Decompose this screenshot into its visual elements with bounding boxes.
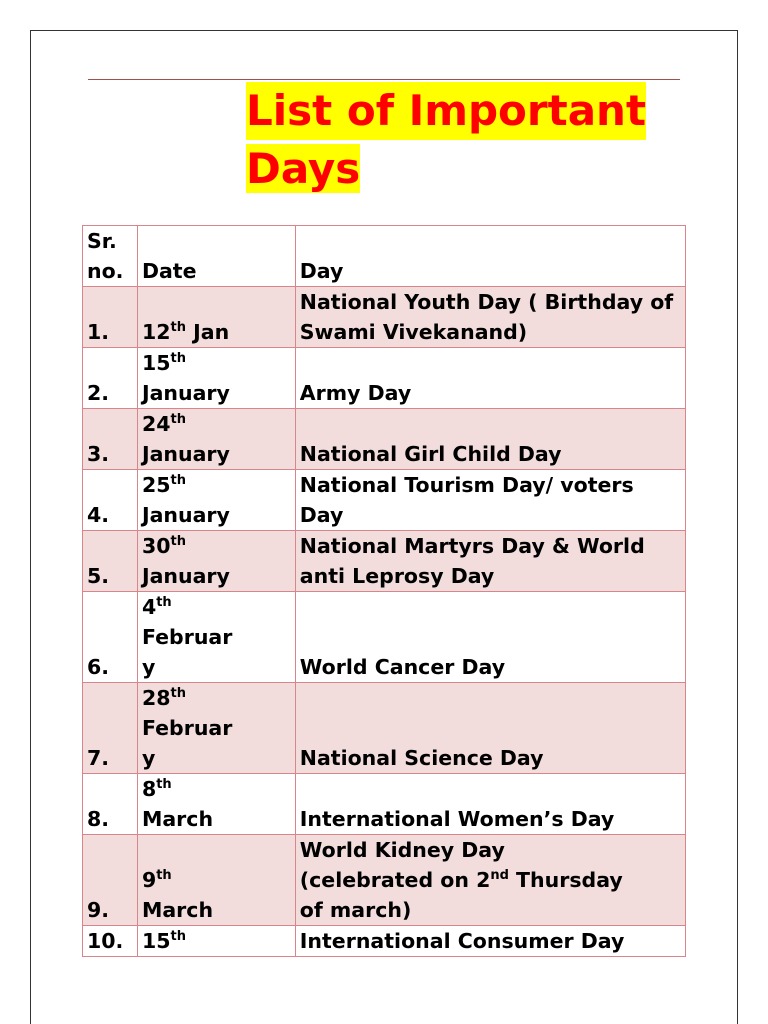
title-line-1: List of Important	[246, 82, 646, 140]
title-line-2: Days	[246, 144, 361, 193]
date-num: 15	[141, 351, 171, 375]
table-row	[83, 774, 686, 835]
date-cell	[137, 835, 295, 926]
date-suffix: th	[170, 534, 186, 549]
date-text: March	[141, 807, 214, 831]
day-cell: National Tourism Day/ voters Day	[295, 470, 685, 531]
table-row	[83, 683, 686, 774]
sr-cell: 7.	[83, 683, 138, 774]
header-rule	[88, 79, 680, 80]
date-suffix: th	[170, 320, 186, 335]
date-suffix: th	[170, 686, 186, 701]
day-cell: International Women’s Day	[295, 774, 685, 835]
date-text: January	[141, 442, 230, 466]
sr-cell: 2.	[83, 348, 138, 409]
sr-cell: 4.	[83, 470, 138, 531]
header-day: Day	[295, 226, 685, 287]
date-text: January	[141, 503, 230, 527]
date-suffix: th	[156, 868, 172, 883]
day-suffix: nd	[490, 868, 509, 883]
date-num: 8	[141, 777, 157, 801]
sr-cell: 1.	[83, 287, 138, 348]
day-line-3: of march)	[299, 898, 412, 922]
date-suffix: th	[170, 473, 186, 488]
table-row	[83, 409, 686, 470]
day-cell: International Consumer Day	[295, 926, 685, 957]
date-num: 30	[141, 534, 171, 558]
date-text: March	[141, 898, 214, 922]
date-num: 24	[141, 412, 171, 436]
table-row	[83, 470, 686, 531]
date-text: Februar y	[141, 625, 233, 679]
sr-cell: 9.	[83, 835, 138, 926]
table-row	[83, 835, 686, 926]
date-text: Februar y	[141, 716, 233, 770]
date-text: January	[141, 564, 230, 588]
day-cell	[295, 835, 685, 926]
date-num: 4	[141, 595, 157, 619]
header-date: Date	[137, 226, 295, 287]
day-cell: National Youth Day ( Birthday of Swami Vivekanand)	[295, 287, 685, 348]
table-header-row	[83, 226, 686, 287]
day-cell: World Cancer Day	[295, 592, 685, 683]
date-num: 15	[141, 929, 171, 953]
date-cell	[137, 683, 295, 774]
date-cell	[137, 592, 295, 683]
important-days-table	[82, 225, 686, 957]
date-cell	[137, 531, 295, 592]
day-line-2b: Thursday	[508, 868, 623, 892]
date-text: January	[141, 381, 230, 405]
table-row	[83, 531, 686, 592]
table-row	[83, 592, 686, 683]
date-suffix: th	[156, 595, 172, 610]
date-suffix: th	[170, 351, 186, 366]
day-cell: National Science Day	[295, 683, 685, 774]
table-row	[83, 926, 686, 957]
sr-cell: 3.	[83, 409, 138, 470]
day-cell: Army Day	[295, 348, 685, 409]
date-suffix: th	[156, 777, 172, 792]
day-cell: National Martyrs Day & World anti Leprosy Day	[295, 531, 685, 592]
date-num: 28	[141, 686, 171, 710]
date-num: 12	[141, 320, 171, 344]
date-suffix: th	[170, 412, 186, 427]
date-cell	[137, 926, 295, 957]
table-row	[83, 348, 686, 409]
date-num: 25	[141, 473, 171, 497]
date-suffix: th	[170, 929, 186, 944]
day-cell: National Girl Child Day	[295, 409, 685, 470]
date-cell	[137, 774, 295, 835]
date-cell	[137, 409, 295, 470]
sr-cell: 10.	[83, 926, 138, 957]
date-text: Jan	[185, 320, 230, 344]
table-row	[83, 287, 686, 348]
day-line-2a: (celebrated on 2	[299, 868, 491, 892]
header-sr-no: Sr. no.	[83, 226, 138, 287]
date-num: 9	[141, 868, 157, 892]
sr-cell: 8.	[83, 774, 138, 835]
date-cell	[137, 348, 295, 409]
page-title	[246, 82, 686, 198]
date-cell	[137, 470, 295, 531]
day-line-1: World Kidney Day	[299, 838, 505, 862]
sr-cell: 6.	[83, 592, 138, 683]
sr-cell: 5.	[83, 531, 138, 592]
date-cell	[137, 287, 295, 348]
